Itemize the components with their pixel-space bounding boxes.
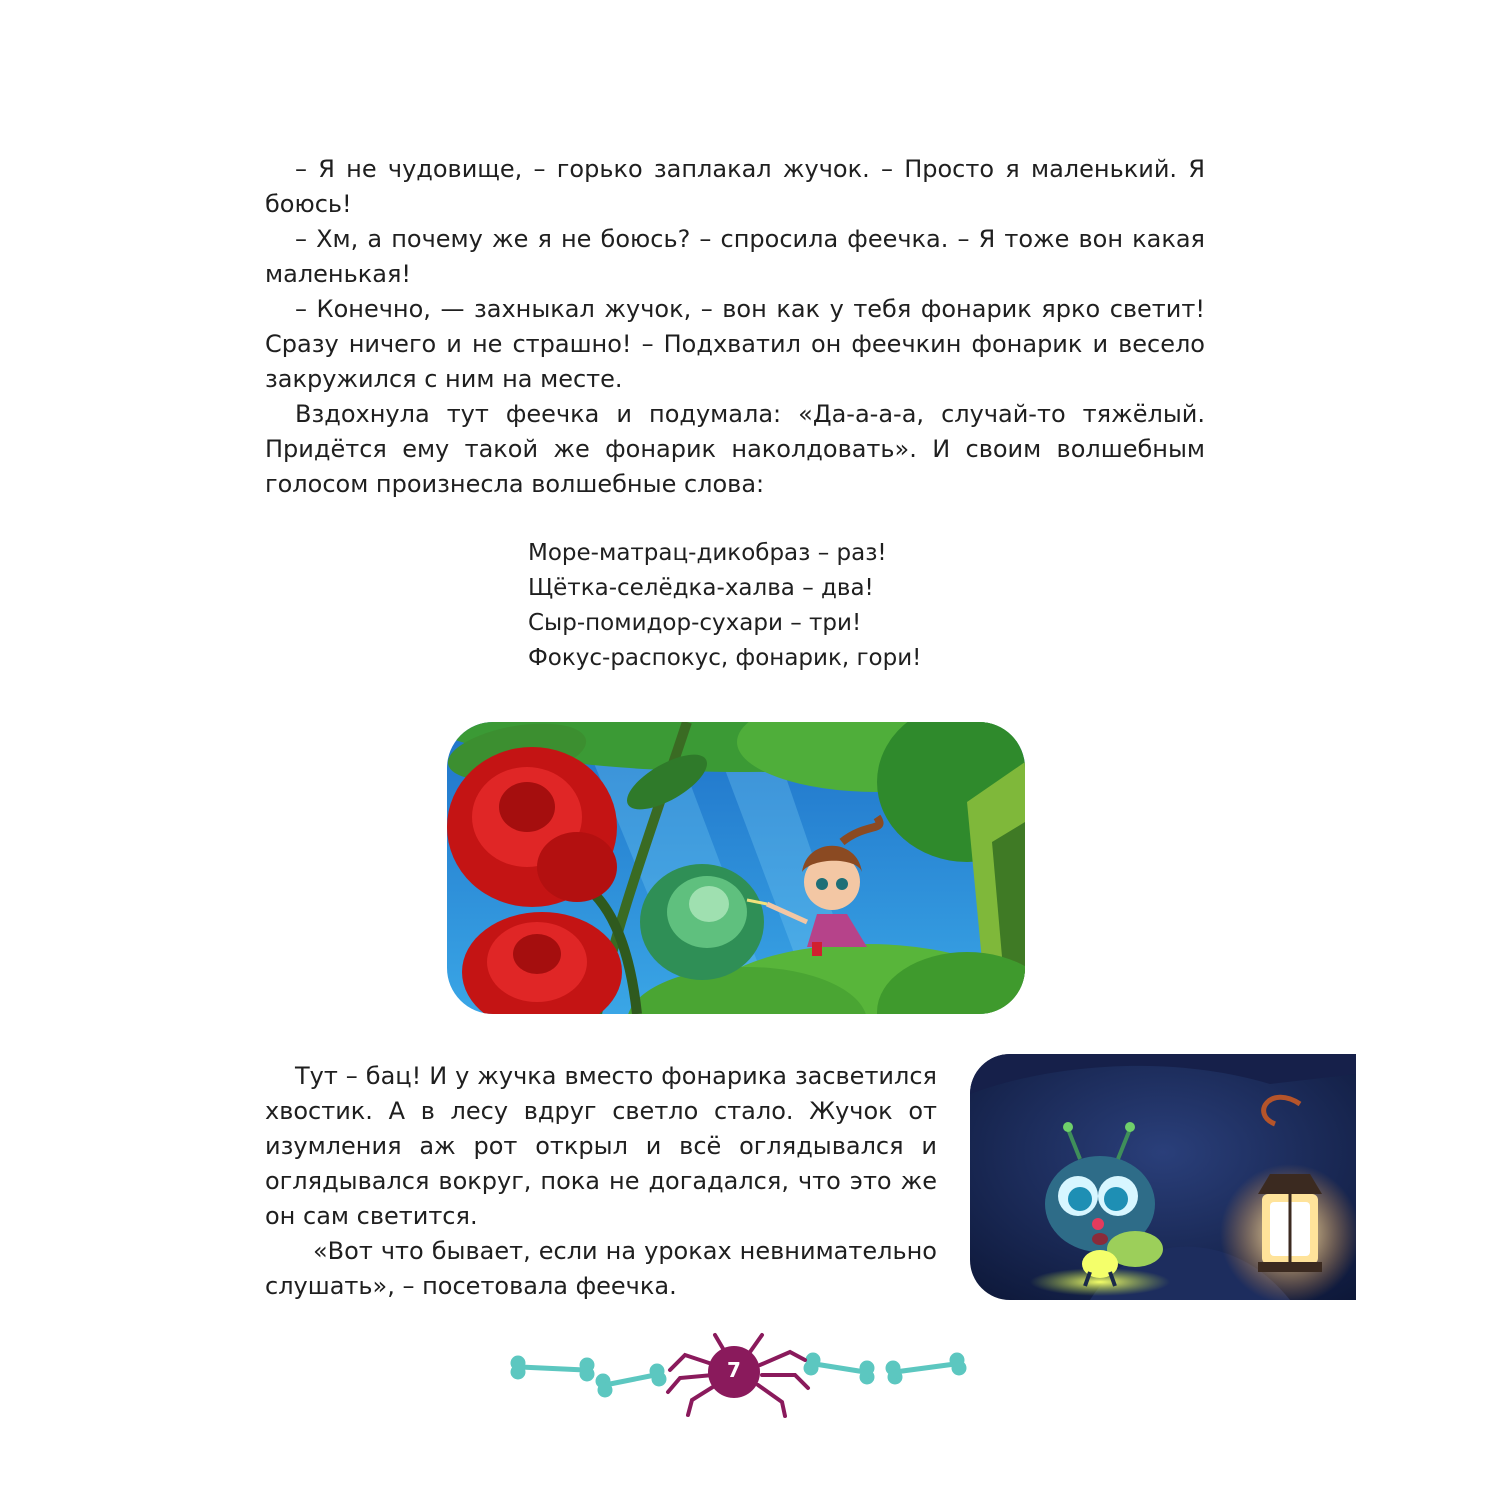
paragraph-1: – Я не чудовище, – горько заплакал жучок. – Просто я маленький. Я боюсь!	[265, 155, 1205, 218]
paragraph-5: Тут – бац! И у жучка вместо фонарика засветился хвостик. А в лесу вдруг светло стало. Жучок от изумления аж рот открыл и всё оглядывался и оглядывался вокруг, пока не догадался, что это же он сам светится.	[265, 1062, 937, 1230]
illustration-roses-fairy	[447, 722, 1025, 1014]
bug-lantern-drawing	[970, 1054, 1356, 1300]
green-rose	[640, 864, 764, 980]
red-rose-top	[447, 747, 617, 907]
paragraph-4: Вздохнула тут феечка и подумала: «Да-а-а-а, случай-то тяжёлый. Придётся ему такой же фонарик наколдовать». И своим волшебным голосом произнесла волшебные слова:	[265, 400, 1205, 498]
poem-line-1: Море-матрац-дикобраз – раз!	[528, 540, 887, 566]
poem-line-3: Сыр-помидор-сухари – три!	[528, 610, 862, 636]
poem-line-2: Щётка-селёдка-халва – два!	[528, 575, 874, 601]
bone-icon	[513, 1358, 592, 1379]
illustration-bug-lantern	[970, 1054, 1356, 1300]
magic-poem	[528, 536, 921, 676]
roses-fairy-drawing	[447, 722, 1025, 1014]
paragraph-2: – Хм, а почему же я не боюсь? – спросила феечка. – Я тоже вон какая маленькая!	[265, 225, 1205, 288]
poem-line-4: Фокус-распокус, фонарик, гори!	[528, 645, 922, 671]
story-top	[265, 152, 1205, 502]
bone-icon	[888, 1355, 964, 1382]
page-number: 7	[727, 1358, 741, 1382]
story-bottom	[265, 1059, 937, 1304]
bone-icon	[806, 1355, 872, 1382]
paragraph-3: – Конечно, — захныкал жучок, – вон как у тебя фонарик ярко светит! Сразу ничего и не страшно! – Подхватил он феечкин фонарик и весело закружился с ним на месте.	[265, 295, 1205, 393]
paragraph-6: «Вот что бывает, если на уроках невнимательно слушать», – посетовала феечка.	[265, 1237, 937, 1300]
bone-icon	[598, 1366, 664, 1395]
